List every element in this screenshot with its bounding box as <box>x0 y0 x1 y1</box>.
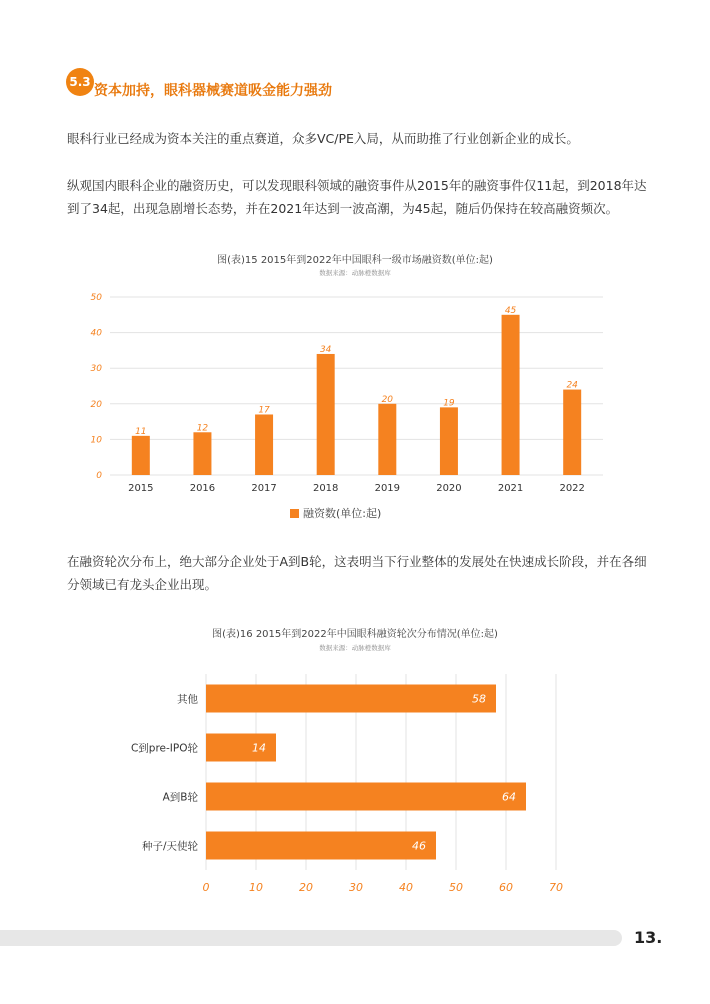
chart2-x-tick-label: 60 <box>499 881 513 894</box>
chart1-y-tick-label: 30 <box>90 364 102 375</box>
chart2-x-tick-label: 40 <box>399 881 413 894</box>
chart2-category-label: A到B轮 <box>162 791 198 804</box>
chart1-data-label: 19 <box>443 398 455 409</box>
chart1-source: 数据来源：动脉橙数据库 <box>319 269 391 277</box>
chart1-title: 图(表)15 2015年到2022年中国眼科一级市场融资数(单位:起) <box>217 255 493 266</box>
paragraph-intro: 眼科行业已经成为资本关注的重点赛道，众多VC/PE入局，从而助推了行业创新企业的成长。 <box>67 131 579 146</box>
page-number: 13. <box>634 928 663 947</box>
chart1-data-label: 24 <box>566 380 578 391</box>
chart1-y-tick-label: 10 <box>90 435 102 446</box>
section-number-badge: 5.3 <box>66 68 94 96</box>
chart2-category-label: 种子/天使轮 <box>141 840 198 853</box>
chart2-bar <box>206 832 436 860</box>
chart1-data-label: 12 <box>196 423 209 434</box>
chart1-data-label: 45 <box>504 305 517 316</box>
chart2-x-tick-label: 0 <box>202 881 210 894</box>
chart2-horizontal-bar-chart <box>0 660 710 900</box>
chart1-bar <box>378 404 396 475</box>
chart1-legend <box>290 505 381 521</box>
chart1-x-tick-label: 2016 <box>189 483 216 494</box>
chart1-data-label: 11 <box>135 426 147 437</box>
chart1-x-tick-label: 2020 <box>436 483 462 494</box>
legend-label: 融资数(单位:起) <box>303 507 382 520</box>
chart1-x-tick-label: 2017 <box>251 483 277 494</box>
chart1-y-tick-label: 20 <box>90 399 102 410</box>
chart2-x-tick-label: 10 <box>249 881 263 894</box>
chart2-x-tick-label: 50 <box>449 881 463 894</box>
chart1-bar <box>502 315 520 475</box>
chart1-data-label: 20 <box>381 394 394 405</box>
chart1-bar <box>255 414 273 475</box>
chart2-data-label: 64 <box>502 790 516 804</box>
chart1-bar-chart <box>0 285 710 495</box>
chart2-data-label: 46 <box>412 839 426 853</box>
chart2-x-tick-label: 30 <box>349 881 363 894</box>
chart1-x-tick-label: 2021 <box>497 483 524 494</box>
chart2-bar <box>206 783 526 811</box>
chart1-bar <box>317 354 335 475</box>
chart1-x-tick-label: 2022 <box>559 483 585 494</box>
footer-bar <box>0 930 622 946</box>
chart1-y-tick-label: 0 <box>96 471 102 481</box>
section-heading: 资本加持，眼科器械赛道吸金能力强劲 <box>94 83 332 99</box>
chart1-x-tick-label: 2015 <box>128 483 154 494</box>
chart1-bar <box>132 436 150 475</box>
legend-swatch <box>290 509 299 518</box>
chart1-data-label: 34 <box>319 344 332 355</box>
chart2-x-tick-label: 70 <box>549 881 563 894</box>
chart2-category-label: C到pre-IPO轮 <box>130 742 198 755</box>
paragraph-round-distribution: 在融资轮次分布上，绝大部分企业处于A到B轮，这表明当下行业整体的发展处在快速成长阶段，并在各细分领域已有龙头企业出现。 <box>67 554 647 592</box>
chart1-bar <box>440 407 458 475</box>
paragraph-financing-history: 纵观国内眼科企业的融资历史，可以发现眼科领域的融资事件从2015年的融资事件仅11起，到2018年达到了34起，出现急剧增长态势，并在2021年达到一波高潮，为45起，随后仍保持在较高融资频次。 <box>67 178 647 216</box>
chart1-x-tick-label: 2018 <box>312 483 339 494</box>
chart2-source: 数据来源：动脉橙数据库 <box>319 644 391 652</box>
chart2-x-tick-label: 20 <box>299 881 313 894</box>
chart2-title: 图(表)16 2015年到2022年中国眼科融资轮次分布情况(单位:起) <box>212 629 498 640</box>
chart2-data-label: 14 <box>252 741 266 755</box>
chart2-data-label: 58 <box>472 692 486 706</box>
chart2-category-label: 其他 <box>177 693 198 706</box>
chart1-bar <box>193 432 211 475</box>
chart1-y-tick-label: 40 <box>90 328 102 339</box>
chart1-bar <box>563 390 581 475</box>
chart1-data-label: 17 <box>258 405 270 416</box>
chart1-x-tick-label: 2019 <box>374 483 401 494</box>
chart2-bar <box>206 685 496 713</box>
chart1-y-tick-label: 50 <box>90 293 102 303</box>
